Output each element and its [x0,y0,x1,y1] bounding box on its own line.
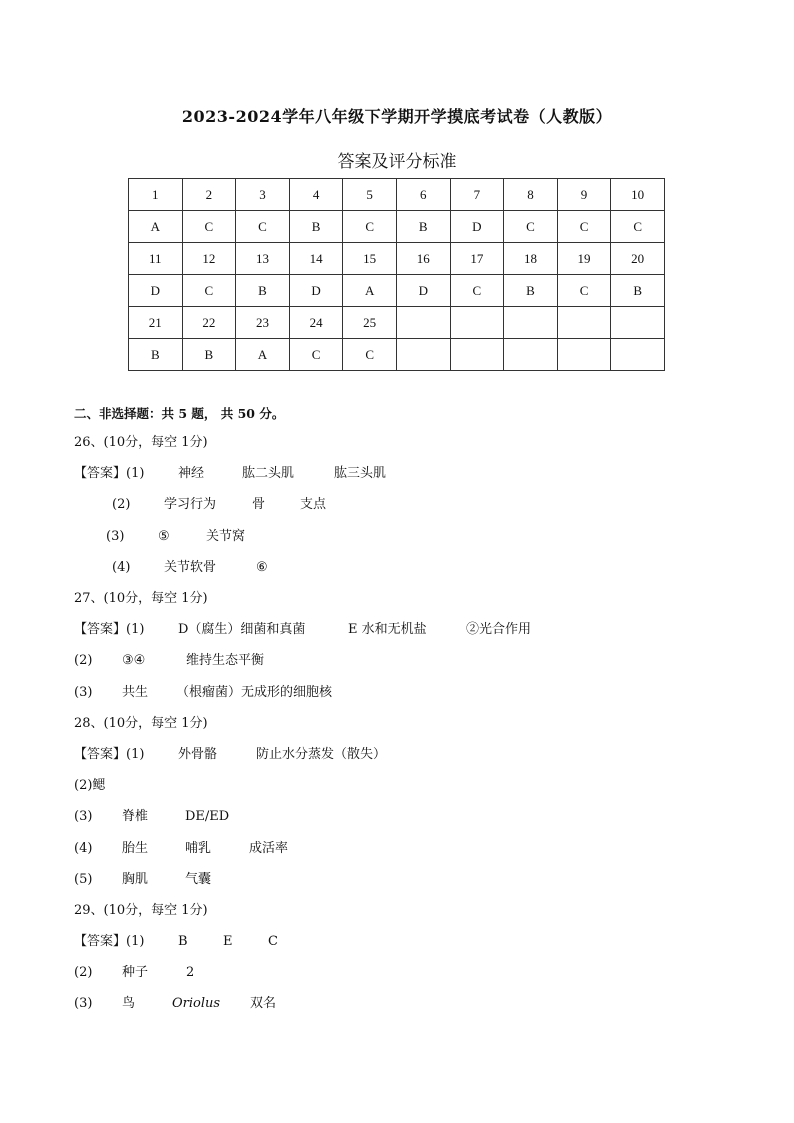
q29-answer-3 [74,992,276,1011]
q28-answer-1 [74,743,386,762]
table-cell: 14 [289,243,343,275]
table-cell: A [129,211,183,243]
answer-value: Oriolus [172,996,221,1011]
q28-answer-4 [74,837,288,856]
table-cell: C [343,339,397,371]
q26-answer-3 [106,525,245,544]
table-cell: 19 [557,243,611,275]
table-cell: 24 [289,307,343,339]
table-cell: C [611,211,665,243]
answer-label: (3) [74,685,93,700]
answer-value: E 水和无机盐 [348,622,427,637]
table-cell: D [396,275,450,307]
table-cell: C [289,339,343,371]
answer-table [128,178,665,371]
q26-answer-1 [74,462,386,481]
table-cell [396,307,450,339]
answer-label: (2) [74,965,93,980]
answer-value: 外骨骼 [178,747,218,762]
page-subtitle: 答案及评分标准 [337,152,457,172]
q29-answer-1 [74,930,278,949]
answer-value: ③④ [122,653,146,668]
table-cell [557,307,611,339]
table-cell: 15 [343,243,397,275]
table-cell: 7 [450,179,504,211]
table-cell [557,339,611,371]
table-cell: D [450,211,504,243]
table-cell: D [289,275,343,307]
table-cell: 21 [129,307,183,339]
q29-header: 29、(10分，每空 1分) [74,903,208,918]
table-cell: 2 [182,179,236,211]
answer-value: ②光合作用 [466,622,532,637]
answer-value: 鸟 [122,996,136,1011]
answer-label: (3) [74,996,93,1011]
table-cell: B [396,211,450,243]
answer-value: E [223,934,233,949]
answer-value: 共生 [122,685,149,700]
table-cell: 1 [129,179,183,211]
answer-value: 肱二头肌 [242,466,295,481]
answer-value: 学习行为 [164,497,217,512]
table-cell [450,307,504,339]
table-row [129,307,665,339]
answer-value: 骨 [252,497,266,512]
answer-value: 双名 [250,996,277,1011]
answer-value: 2 [186,965,195,980]
answer-label: (2) [112,497,131,512]
table-row [129,211,665,243]
answer-value: 哺乳 [185,841,212,856]
table-cell [611,339,665,371]
answer-label: (2) [74,653,93,668]
answer-value: 种子 [122,965,149,980]
q27-answer-3 [74,681,332,700]
table-cell [504,339,558,371]
table-cell: 16 [396,243,450,275]
table-cell: 5 [343,179,397,211]
answer-value: ⑥ [256,560,268,575]
q26-answer-4 [112,556,268,575]
answer-value: 神经 [178,466,205,481]
table-row [129,243,665,275]
table-cell: 10 [611,179,665,211]
answer-value: 防止水分蒸发（散失） [256,747,387,762]
q27-answer-2 [74,649,264,668]
table-cell: 3 [236,179,290,211]
q27-answer-1 [74,618,531,637]
table-cell: A [343,275,397,307]
answer-value: 成活率 [249,841,289,856]
table-cell: C [557,211,611,243]
answer-value: 气囊 [185,872,212,887]
answer-label: (3) [74,809,93,824]
answer-value: 支点 [300,497,327,512]
table-cell: B [129,339,183,371]
answer-value: DE/ED [185,809,230,824]
answer-label: (5) [74,872,93,887]
table-cell: 17 [450,243,504,275]
table-cell: 22 [182,307,236,339]
answer-value: 维持生态平衡 [186,653,265,668]
answer-value: 胸肌 [122,872,149,887]
table-row [129,339,665,371]
table-cell: 25 [343,307,397,339]
table-cell: B [289,211,343,243]
table-cell: B [236,275,290,307]
q29-answer-2 [74,961,194,980]
table-cell [396,339,450,371]
answer-value: 肱三头肌 [334,466,387,481]
table-cell: B [182,339,236,371]
answer-value: ⑤ [158,529,170,544]
table-cell: 6 [396,179,450,211]
table-cell: 23 [236,307,290,339]
table-cell: 12 [182,243,236,275]
q28-answer-5 [74,868,211,887]
table-cell: 18 [504,243,558,275]
answer-value: B [178,934,188,949]
answer-label: 【答案】(1) [74,747,145,762]
table-cell: D [129,275,183,307]
q28-answer-3 [74,805,229,824]
table-cell: 20 [611,243,665,275]
answer-label: (4) [74,841,93,856]
table-cell: 4 [289,179,343,211]
table-cell: A [236,339,290,371]
answer-value: C [268,934,278,949]
table-cell: C [343,211,397,243]
answer-value: (2)鳃 [74,778,106,793]
table-cell: 8 [504,179,558,211]
answer-label: 【答案】(1) [74,622,145,637]
table-cell: C [450,275,504,307]
q27-header: 27、(10分，每空 1分) [74,591,208,606]
answer-value: D（腐生）细菌和真菌 [178,622,306,637]
table-row [129,275,665,307]
answer-value: 关节软骨 [164,560,217,575]
answer-value: 胎生 [122,841,149,856]
table-cell: C [182,211,236,243]
answer-label: (4) [112,560,131,575]
answer-value: （根瘤菌）无成形的细胞核 [176,685,333,700]
table-cell: C [504,211,558,243]
table-cell: 9 [557,179,611,211]
table-cell: C [236,211,290,243]
section-heading: 二、非选择题：共 5 题， 共 50 分。 [74,406,285,421]
answer-label: (3) [106,529,125,544]
table-cell [611,307,665,339]
q28-header: 28、(10分，每空 1分) [74,716,208,731]
answer-value: 关节窝 [206,529,246,544]
table-cell: B [611,275,665,307]
table-cell: 13 [236,243,290,275]
table-cell: C [557,275,611,307]
q28-answer-2 [74,774,105,793]
answer-value: 脊椎 [122,809,149,824]
page-title: 2023-2024学年八年级下学期开学摸底考试卷（人教版） [181,107,613,126]
table-cell [504,307,558,339]
table-cell: C [182,275,236,307]
table-cell: 11 [129,243,183,275]
q26-answer-2 [112,493,326,512]
answer-label: 【答案】(1) [74,466,145,481]
q26-header: 26、(10分，每空 1分) [74,435,208,450]
table-cell: B [504,275,558,307]
table-cell [450,339,504,371]
answer-label: 【答案】(1) [74,934,145,949]
table-row [129,179,665,211]
